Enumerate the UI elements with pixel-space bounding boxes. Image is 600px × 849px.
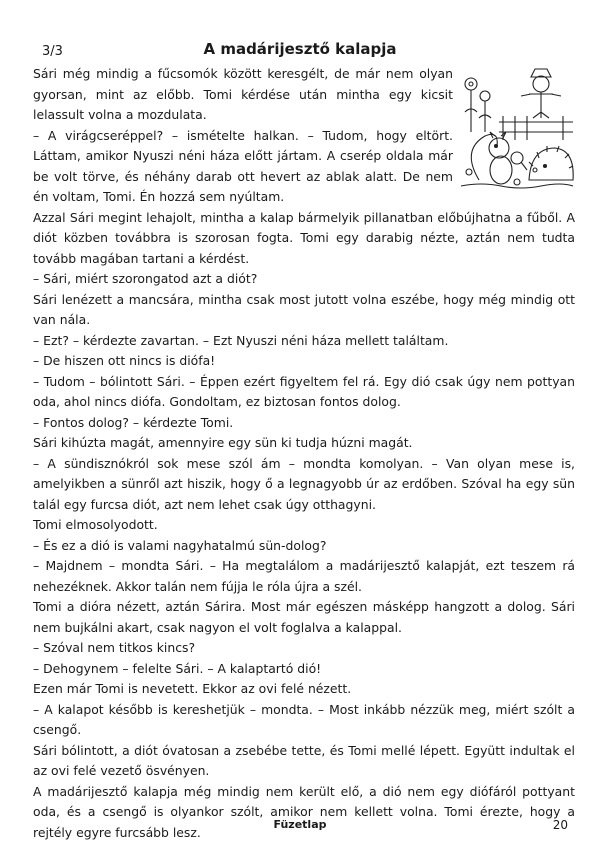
paragraph: – Dehogynem – felelte Sári. – A kalaptartó dió! (33, 660, 322, 676)
paragraph: A madárijesztő kalapja még mindig nem került elő, a dió nem egy diófáról pottyant oda, és a csengő is olyankor szólt, amikor nem kellett volna. Tomi érezte, hogy a rejtély egyre furcsább lesz. (33, 783, 575, 840)
paragraph: Ezen már Tomi is nevetett. Ekkor az ovi felé nézett. (33, 681, 352, 696)
footer-label: Füzetlap (273, 818, 327, 831)
paragraph: – Sári, miért szorongatod azt a diót? (33, 271, 258, 286)
story-title: A madárijesztő kalapja (203, 40, 397, 58)
paragraph: – Fontos dolog? – kérdezte Tomi. (33, 414, 234, 430)
paragraph: – A kalapot később is kereshetjük – mondta. – Most inkább nézzük meg, miért szólt a csengő. (33, 701, 575, 737)
paragraph: Azzal Sári megint lehajolt, mintha a kalap bármelyik pillanatban előbújhatna a fűből. A diót közben továbbra is szorosan fogta. Tomi egy darabig nézte, aztán nem tudta tovább magában tartani a kérdést. (33, 209, 575, 266)
paragraph: – De hiszen ott nincs is diófa! (33, 353, 216, 368)
paragraph: – A sündisznókról sok mese szól ám – mondta komolyan. – Van olyan mese is, amelyikben a sünről azt hiszik, hogy ő a legnagyobb úr az erdőben. Szóval ha egy sün talál egy furcsa diót, azt nem lehet csak úgy otthagyni. (33, 455, 575, 512)
paragraph: – A virágcseréppel? – ismételte halkan. – Tudom, hogy eltört. Láttam, amikor Nyuszi néni háza előtt jártam. A cserép oldala már be volt törve, és néhány darab ott hevert az ablak alatt. De nem én voltam, Tomi. Én hozzá sem nyúltam. (33, 127, 453, 204)
paragraph: Tomi a dióra nézett, aztán Sárira. Most már egészen másképp hangzott a dolog. Sári nem bujkálni akart, csak nagyon el volt foglalva a kalappal. (33, 599, 575, 635)
paragraph: Tomi elmosolyodott. (33, 517, 158, 532)
story-body (33, 64, 575, 843)
paragraph: – Majdnem – mondta Sári. – Ha megtalálom a madárijesztő kalapját, ezt teszem rá nehezéknek. Akkor talán nem fújja le róla újra a szél. (33, 558, 575, 594)
paragraph: – És ez a dió is valami nagyhatalmú sün-dolog? (33, 537, 327, 553)
page-number: 20 (552, 818, 568, 832)
paragraph: Sári lenézett a mancsára, mintha csak most jutott volna eszébe, hogy még mindig ott van nála. (33, 291, 575, 327)
paragraph: Sári kihúzta magát, amennyire egy sün ki tudja húzni magát. (33, 435, 413, 450)
paragraph: – Szóval nem titkos kincs? (33, 640, 196, 655)
page-indicator: 3/3 (42, 44, 63, 59)
paragraph: Sári még mindig a fűcsomók között keresgélt, de már nem olyan gyorsan, mint az előbb. Tomi kérdése után mintha egy kicsit lelassult volna a mozdulata. (33, 66, 453, 122)
paragraph: – Tudom – bólintott Sári. – Éppen ezért figyeltem fel rá. Egy dió csak úgy nem pottyan oda, ahol nincs diófa. Gondoltam, ez biztosan fontos dolog. (33, 373, 575, 409)
paragraph: Sári bólintott, a diót óvatosan a zsebébe tette, és Tomi mellé lépett. Együtt indultak el az ovi felé vezető ösvényen. (33, 742, 575, 778)
paragraph: – Ezt? – kérdezte zavartan. – Ezt Nyuszi néni háza mellett találtam. (33, 332, 449, 348)
